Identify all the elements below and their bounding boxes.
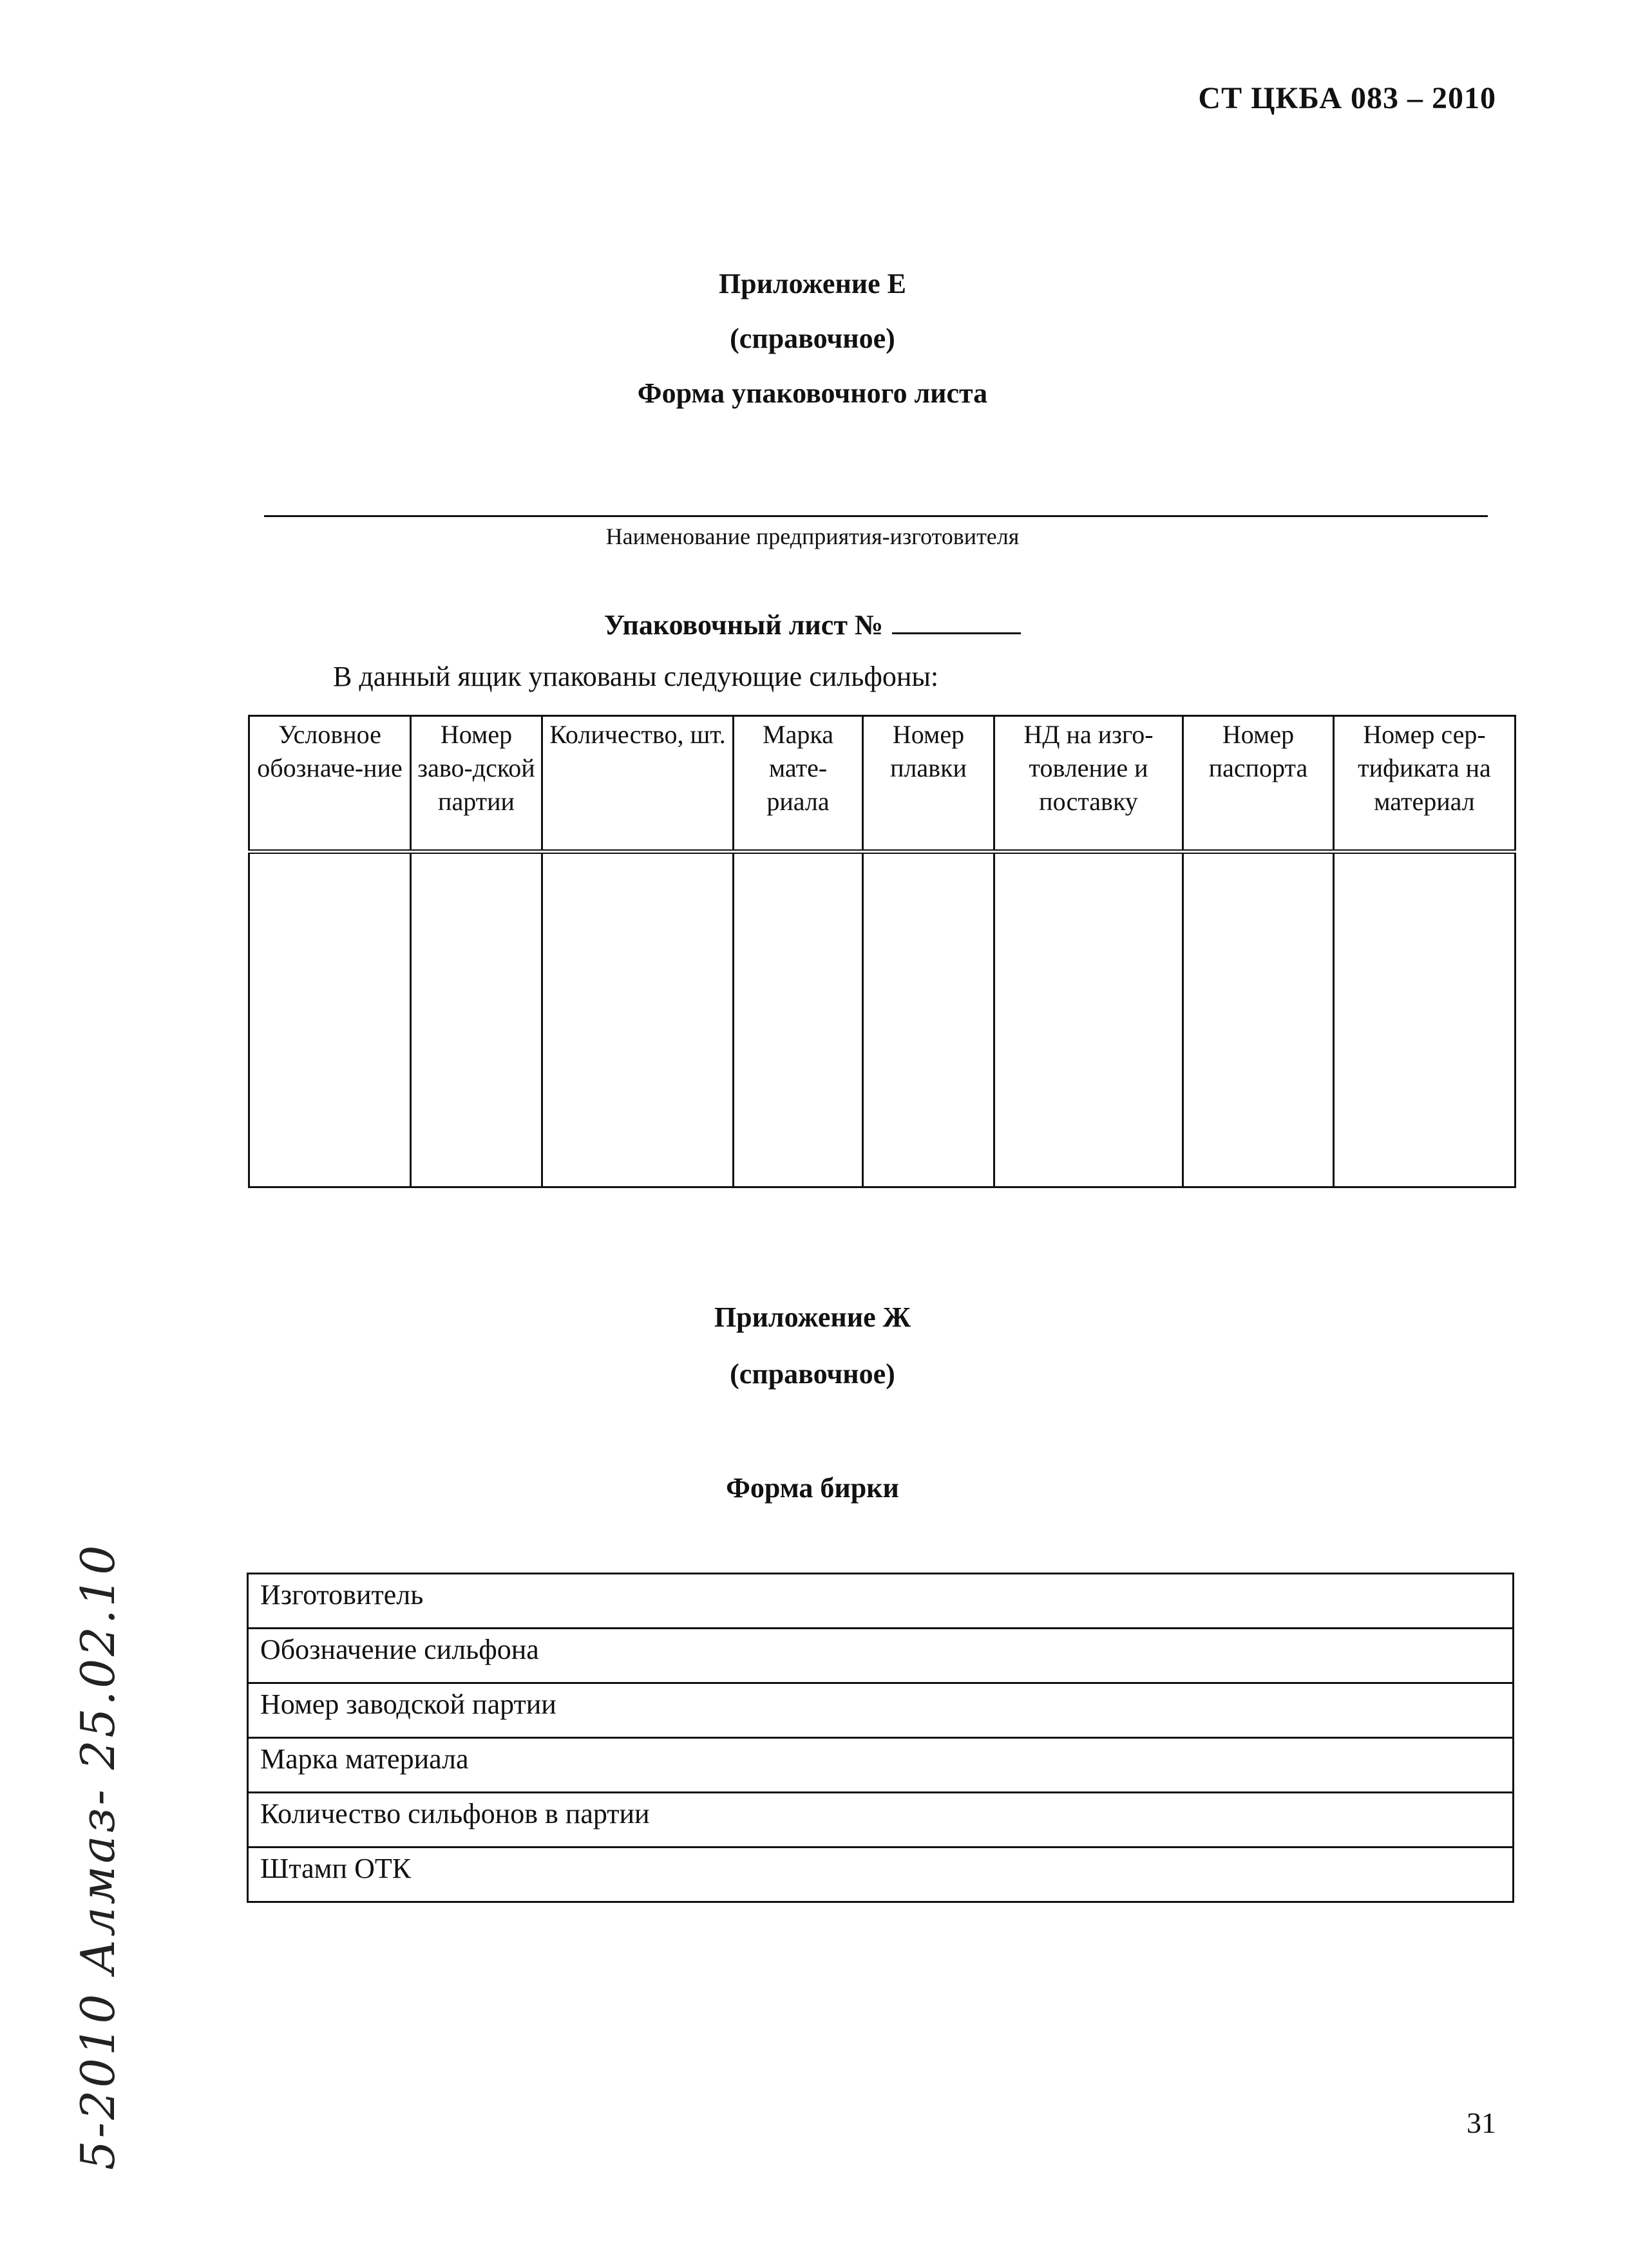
appendix-e-note: (справочное) [730, 323, 895, 354]
packing-list-table [248, 715, 1516, 1188]
column-header: Марка мате-риала [734, 716, 863, 852]
tag-row [248, 1738, 1514, 1793]
tag-row-label: Штамп ОТК [248, 1847, 1514, 1902]
tag-row-label: Количество сильфонов в партии [248, 1793, 1514, 1847]
column-header: Количество, шт. [542, 716, 734, 852]
manufacturer-line [264, 515, 1488, 517]
appendix-zh-note: (справочное) [730, 1358, 895, 1390]
table-cell [1334, 852, 1516, 1187]
column-header: Номер паспорта [1183, 716, 1334, 852]
appendix-e-subtitle: Форма упаковочного листа [637, 377, 988, 409]
appendix-e-title: Приложение Е [718, 268, 907, 299]
tag-row [248, 1793, 1514, 1847]
column-header: НД на изго-товление и поставку [994, 716, 1183, 852]
tag-row-label: Номер заводской партии [248, 1683, 1514, 1738]
tag-row [248, 1574, 1514, 1629]
packing-list-number-blank [892, 609, 1021, 634]
column-header: Номер заво-дской партии [411, 716, 542, 852]
packing-table-body-row [249, 852, 1516, 1187]
tag-row [248, 1683, 1514, 1738]
document-code: СТ ЦКБА 083 – 2010 [1198, 81, 1496, 115]
tag-row [248, 1847, 1514, 1902]
appendix-zh-subtitle: Форма бирки [726, 1472, 899, 1504]
tag-form-table [247, 1573, 1514, 1903]
column-header: Номер плавки [863, 716, 994, 852]
packing-table-header-row [249, 716, 1516, 852]
tag-row-label: Изготовитель [248, 1574, 1514, 1629]
packing-list-title [0, 609, 1625, 641]
appendix-zh-title: Приложение Ж [714, 1301, 911, 1333]
table-cell [734, 852, 863, 1187]
page-number: 31 [1467, 2106, 1496, 2139]
table-cell [542, 852, 734, 1187]
intro-text: В данный ящик упакованы следующие сильфоны: [333, 661, 939, 692]
tag-row-label: Обозначение сильфона [248, 1629, 1514, 1683]
handwritten-signature: 5-2010 Алмаз- 25.02.10 [71, 1542, 125, 2170]
tag-row-label: Марка материала [248, 1738, 1514, 1793]
table-cell [863, 852, 994, 1187]
table-cell [411, 852, 542, 1187]
column-header: Номер сер-тификата на материал [1334, 716, 1516, 852]
table-cell [994, 852, 1183, 1187]
column-header: Условное обозначе-ние [249, 716, 411, 852]
table-cell [1183, 852, 1334, 1187]
table-cell [249, 852, 411, 1187]
packing-list-label: Упаковочный лист № [603, 609, 884, 641]
manufacturer-caption: Наименование предприятия-изготовителя [605, 524, 1020, 549]
tag-row [248, 1629, 1514, 1683]
